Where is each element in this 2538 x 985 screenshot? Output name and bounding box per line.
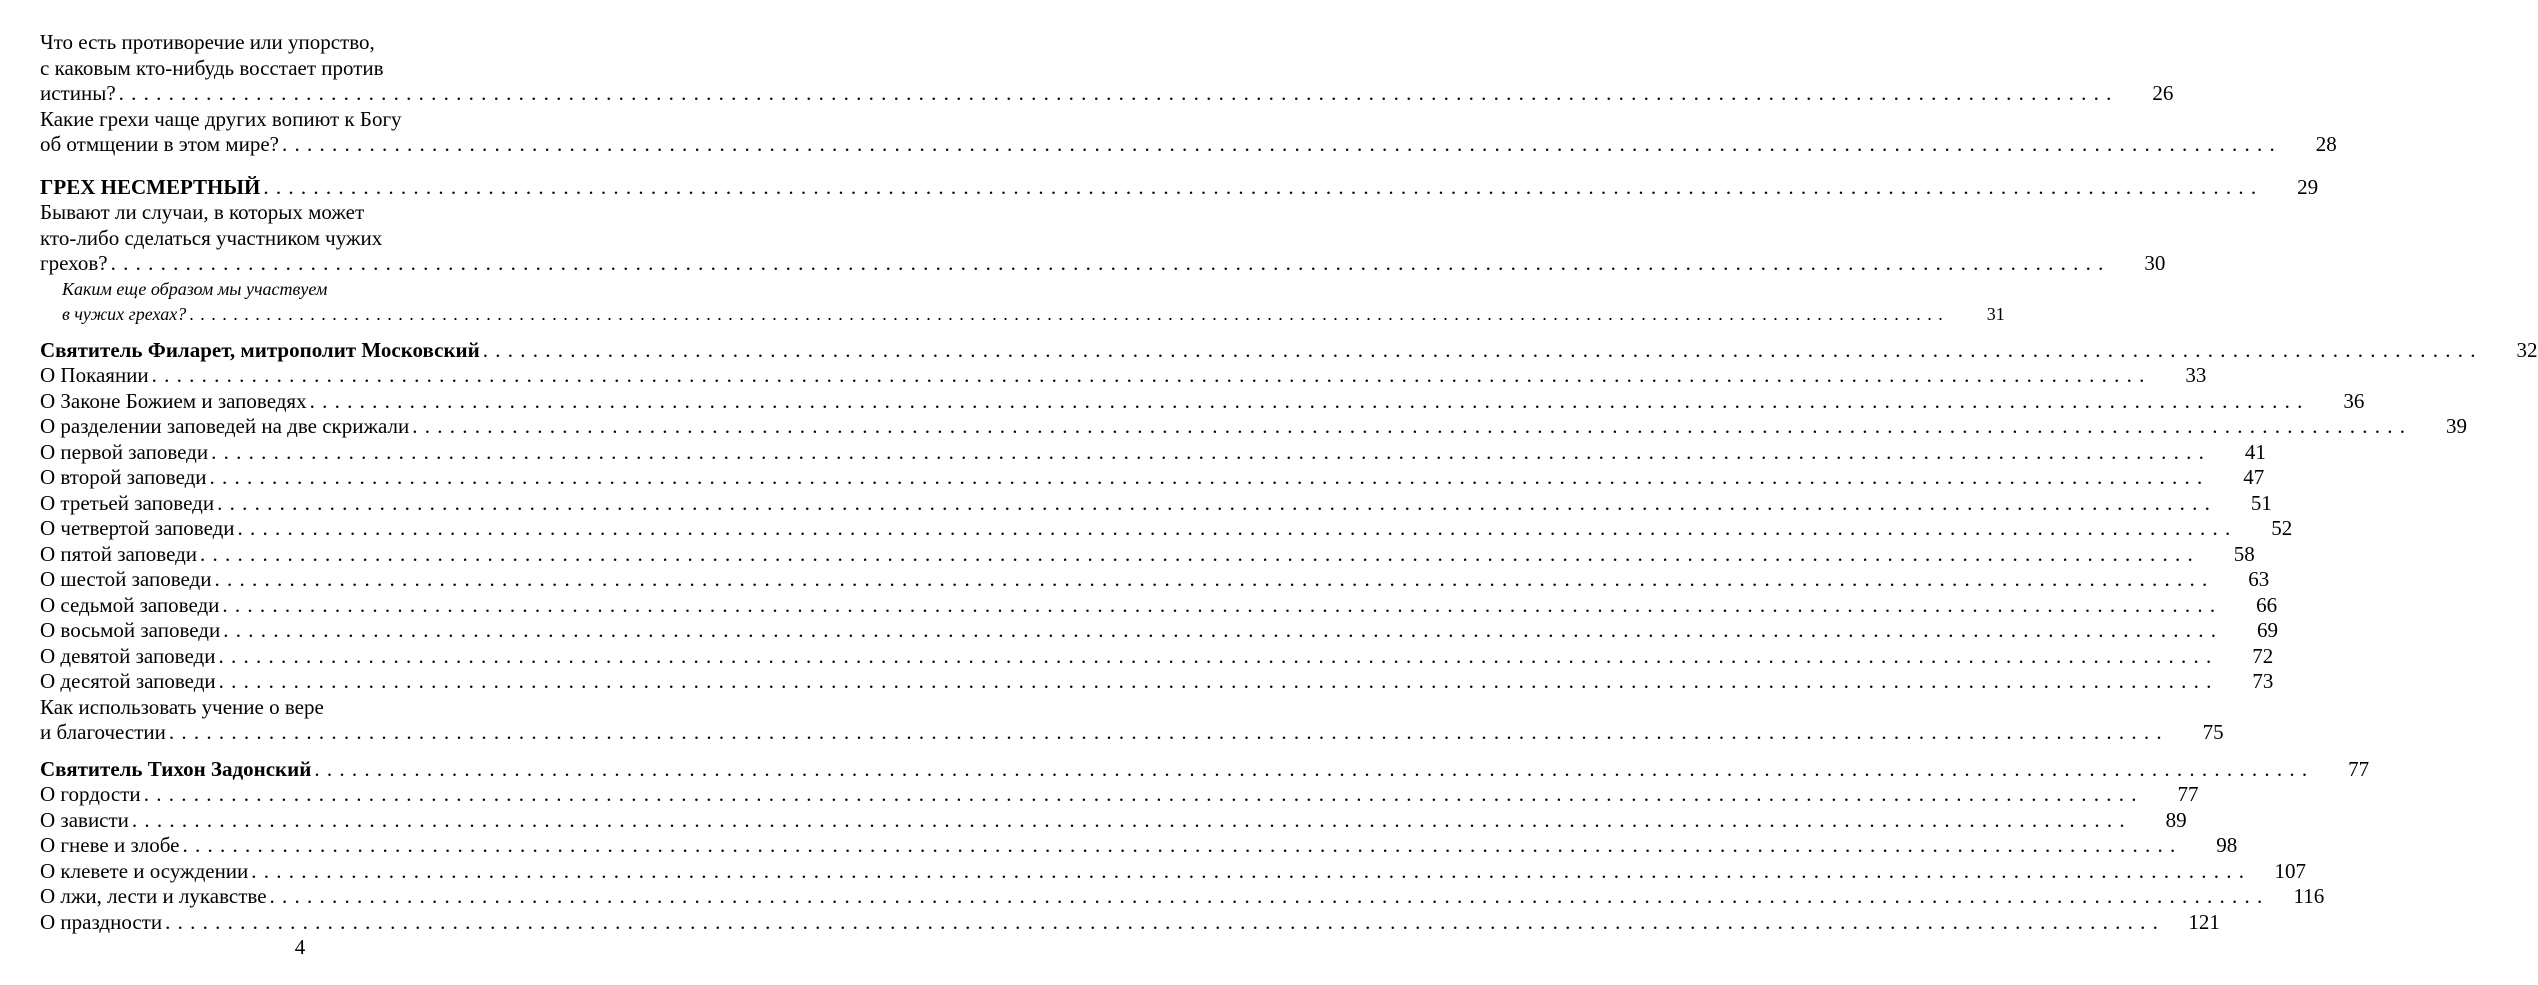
toc-entry [40, 30, 2174, 107]
toc-entry-title-line: Каким еще образом мы участвуем [62, 278, 328, 299]
dot-leader: . . . . . . . . . . . . . . . . . . . . . . . . . . . . . . . . . . . . . . . . . . . . . . . . . . . . . . . . . . . . . . . . . . . . . . . . . . . . . . . . . . . . . . . . . . . . . . . . . . . . . . . . . . . . . . . . . . . . . . . . . . . . . . . . . . . . . . . . . . . . . . . . . . . . . . . . . . . . . . . . [237, 516, 2232, 540]
toc-entry-title-line: О первой заповеди [40, 439, 209, 464]
toc-page-number: 32 [2516, 337, 2538, 362]
toc-entry-title-line: О девятой заповеди [40, 643, 216, 668]
dot-leader: . . . . . . . . . . . . . . . . . . . . . . . . . . . . . . . . . . . . . . . . . . . . . . . . . . . . . . . . . . . . . . . . . . . . . . . . . . . . . . . . . . . . . . . . . . . . . . . . . . . . . . . . . . . . . . . . . . . . . . . . . . . . . . . . . . . . . . . . . . . . . . . . . . . . . . . . . . . . . . . . [211, 439, 2205, 464]
toc-entry [40, 567, 2270, 593]
toc-entry-title-line: кто-либо сделаться участником чужих [40, 225, 383, 250]
toc-page-number: 29 [2297, 174, 2319, 199]
toc-entry-title-line: О седьмой заповеди [40, 592, 220, 617]
dot-leader: . . . . . . . . . . . . . . . . . . . . . . . . . . . . . . . . . . . . . . . . . . . . . . . . . . . . . . . . . . . . . . . . . . . . . . . . . . . . . . . . . . . . . . . . . . . . . . . . . . . . . . . . . . . . . . . . . . . . . . . . . . . . . . . . . . . . . . . . . . . . . . . . . . . . . . . . . . . . . . . . [218, 643, 2213, 668]
toc-entry [40, 833, 2238, 859]
toc-entry-title-line: в чужих грехах? [62, 303, 187, 324]
dot-leader: . . . . . . . . . . . . . . . . . . . . . . . . . . . . . . . . . . . . . . . . . . . . . . . . . . . . . . . . . . . . . . . . . . . . . . . . . . . . . . . . . . . . . . . . . . . . . . . . . . . . . . . . . . . . . . . . . . . . . . . . . . . . . . . . . . . . . . . . . . . . . . . . . . . . . . . . . . . . . . . . [189, 303, 1944, 324]
dot-leader: . . . . . . . . . . . . . . . . . . . . . . . . . . . . . . . . . . . . . . . . . . . . . . . . . . . . . . . . . . . . . . . . . . . . . . . . . . . . . . . . . . . . . . . . . . . . . . . . . . . . . . . . . . . . . . . . . . . . . . . . . . . . . . . . . . . . . . . . . . . . . . . . . . . . . . . . . . . . . . . . [223, 618, 2217, 642]
toc-entry [40, 618, 2278, 644]
toc-entry-title-line: Святитель Филарет, митрополит Московский [40, 337, 480, 362]
toc-page-number: 98 [2216, 833, 2238, 857]
dot-leader: . . . . . . . . . . . . . . . . . . . . . . . . . . . . . . . . . . . . . . . . . . . . . . . . . . . . . . . . . . . . . . . . . . . . . . . . . . . . . . . . . . . . . . . . . . . . . . . . . . . . . . . . . . . . . . . . . . . . . . . . . . . . . . . . . . . . . . . . . . . . . . . . . . . . . . . . . . . . . . . . [151, 363, 2146, 387]
toc-entry [40, 694, 2224, 746]
toc-page-number: 66 [2256, 592, 2278, 617]
toc-entry-title-line: Бывают ли случаи, в которых может [40, 200, 365, 224]
dot-leader: . . . . . . . . . . . . . . . . . . . . . . . . . . . . . . . . . . . . . . . . . . . . . . . . . . . . . . . . . . . . . . . . . . . . . . . . . . . . . . . . . . . . . . . . . . . . . . . . . . . . . . . . . . . . . . . . . . . . . . . . . . . . . . . . . . . . . . . . . . . . . . . . . . . . . . . . . . . . . . . . [214, 567, 2209, 591]
toc-entry [40, 388, 2365, 415]
toc-entry [40, 106, 2337, 158]
toc-page-number: 36 [2343, 388, 2365, 413]
dot-leader: . . . . . . . . . . . . . . . . . . . . . . . . . . . . . . . . . . . . . . . . . . . . . . . . . . . . . . . . . . . . . . . . . . . . . . . . . . . . . . . . . . . . . . . . . . . . . . . . . . . . . . . . . . . . . . . . . . . . . . . . . . . . . . . . . . . . . . . . . . . . . . . . . . . . . . . . . . . . . . . . [209, 465, 2204, 489]
toc-entry-title-line: О четвертой заповеди [40, 516, 235, 540]
toc-entry-title-line: с каковым кто-нибудь восстает против [40, 55, 384, 80]
dot-leader: . . . . . . . . . . . . . . . . . . . . . . . . . . . . . . . . . . . . . . . . . . . . . . . . . . . . . . . . . . . . . . . . . . . . . . . . . . . . . . . . . . . . . . . . . . . . . . . . . . . . . . . . . . . . . . . . . . . . . . . . . . . . . . . . . . . . . . . . . . . . . . . . . . . . . . . . . . . . . . . . [182, 833, 2177, 857]
toc-entry-title-line: О Покаянии [40, 363, 149, 387]
toc-page-number: 47 [2243, 465, 2265, 489]
toc-entry-title-line: О разделении заповедей на две скрижали [40, 414, 410, 438]
toc-page-number: 63 [2248, 567, 2270, 591]
toc-entry-title-line: О гневе и злобе [40, 833, 180, 857]
toc-entry-title-line: О праздности [40, 909, 163, 934]
toc-entry-title-line: О десятой заповеди [40, 669, 216, 693]
dot-leader: . . . . . . . . . . . . . . . . . . . . . . . . . . . . . . . . . . . . . . . . . . . . . . . . . . . . . . . . . . . . . . . . . . . . . . . . . . . . . . . . . . . . . . . . . . . . . . . . . . . . . . . . . . . . . . . . . . . . . . . . . . . . . . . . . . . . . . . . . . . . . . . . . . . . . . . . . . . . . . . . [482, 337, 2477, 362]
toc-entry-title-line: О шестой заповеди [40, 567, 212, 591]
toc-entry-title-line: О зависти [40, 807, 129, 832]
toc-entry-title-line: О восьмой заповеди [40, 618, 221, 642]
toc-entry-title-line: ГРЕХ НЕСМЕРТНЫЙ [40, 174, 261, 199]
dot-leader: . . . . . . . . . . . . . . . . . . . . . . . . . . . . . . . . . . . . . . . . . . . . . . . . . . . . . . . . . . . . . . . . . . . . . . . . . . . . . . . . . . . . . . . . . . . . . . . . . . . . . . . . . . . . . . . . . . . . . . . . . . . . . . . . . . . . . . . . . . . . . . . . . . . . . . . . . . . . . . . . [269, 884, 2264, 908]
toc-entry-title-line: Что есть противоречие или упорство, [40, 30, 375, 54]
dot-leader: . . . . . . . . . . . . . . . . . . . . . . . . . . . . . . . . . . . . . . . . . . . . . . . . . . . . . . . . . . . . . . . . . . . . . . . . . . . . . . . . . . . . . . . . . . . . . . . . . . . . . . . . . . . . . . . . . . . . . . . . . . . . . . . . . . . . . . . . . . . . . . . . . . . . . . . . . . . . . . . . [131, 807, 2126, 832]
toc-entry [40, 669, 2274, 695]
toc-page-number: 51 [2250, 490, 2272, 515]
dot-leader: . . . . . . . . . . . . . . . . . . . . . . . . . . . . . . . . . . . . . . . . . . . . . . . . . . . . . . . . . . . . . . . . . . . . . . . . . . . . . . . . . . . . . . . . . . . . . . . . . . . . . . . . . . . . . . . . . . . . . . . . . . . . . . . . . . . . . . . . . . . . . . . . . . . . . . . . . . . . . . . . [309, 388, 2304, 413]
toc-entry [40, 782, 2199, 808]
toc-entry-title-line: О третьей заповеди [40, 490, 215, 515]
toc-section-heading [40, 337, 2538, 364]
toc-entry-title-line: грехов? [40, 251, 108, 275]
dot-leader: . . . . . . . . . . . . . . . . . . . . . . . . . . . . . . . . . . . . . . . . . . . . . . . . . . . . . . . . . . . . . . . . . . . . . . . . . . . . . . . . . . . . . . . . . . . . . . . . . . . . . . . . . . . . . . . . . . . . . . . . . . . . . . . . . . . . . . . . . . . . . . . . . . . . . . . . . . . . . . . . [222, 592, 2217, 617]
toc-page-number: 30 [2144, 251, 2166, 275]
toc-entry-title-line: истины? [40, 81, 116, 105]
toc-entry-title-line: О клевете и осуждении [40, 858, 249, 883]
toc-page-number: 116 [2293, 884, 2325, 908]
toc-page-number: 77 [2177, 782, 2199, 806]
toc-page-number: 121 [2188, 909, 2220, 934]
toc-page-number: 69 [2256, 618, 2278, 642]
dot-leader: . . . . . . . . . . . . . . . . . . . . . . . . . . . . . . . . . . . . . . . . . . . . . . . . . . . . . . . . . . . . . . . . . . . . . . . . . . . . . . . . . . . . . . . . . . . . . . . . . . . . . . . . . . . . . . . . . . . . . . . . . . . . . . . . . . . . . . . . . . . . . . . . . . . . . . . . . . . . . . . . [281, 132, 2276, 156]
toc-page-number: 89 [2165, 807, 2187, 832]
toc-entry [40, 414, 2467, 440]
toc-section-heading [40, 174, 2319, 201]
dot-leader: . . . . . . . . . . . . . . . . . . . . . . . . . . . . . . . . . . . . . . . . . . . . . . . . . . . . . . . . . . . . . . . . . . . . . . . . . . . . . . . . . . . . . . . . . . . . . . . . . . . . . . . . . . . . . . . . . . . . . . . . . . . . . . . . . . . . . . . . . . . . . . . . . . . . . . . . . . . . . . . . [263, 174, 2258, 199]
toc-entry [40, 439, 2266, 466]
toc-entry-title-line: О лжи, лести и лукавстве [40, 884, 267, 908]
toc-page-number: 72 [2252, 643, 2274, 668]
toc-entry-title-line: Какие грехи чаще других вопиют к Богу [40, 106, 402, 131]
toc-page-number: 52 [2271, 516, 2293, 540]
toc-page-number: 73 [2252, 669, 2274, 693]
toc-entry-title-line: об отмщении в этом мире? [40, 132, 279, 156]
toc-entry-title-line: и благочестии [40, 720, 166, 744]
toc-entry [40, 465, 2265, 491]
toc-page-number: 41 [2244, 439, 2266, 464]
toc-page-number: 39 [2445, 414, 2467, 438]
dot-leader: . . . . . . . . . . . . . . . . . . . . . . . . . . . . . . . . . . . . . . . . . . . . . . . . . . . . . . . . . . . . . . . . . . . . . . . . . . . . . . . . . . . . . . . . . . . . . . . . . . . . . . . . . . . . . . . . . . . . . . . . . . . . . . . . . . . . . . . . . . . . . . . . . . . . . . . . . . . . . . . . [200, 541, 2194, 566]
dot-leader: . . . . . . . . . . . . . . . . . . . . . . . . . . . . . . . . . . . . . . . . . . . . . . . . . . . . . . . . . . . . . . . . . . . . . . . . . . . . . . . . . . . . . . . . . . . . . . . . . . . . . . . . . . . . . . . . . . . . . . . . . . . . . . . . . . . . . . . . . . . . . . . . . . . . . . . . . . . . . . . . [110, 251, 2105, 275]
dot-leader: . . . . . . . . . . . . . . . . . . . . . . . . . . . . . . . . . . . . . . . . . . . . . . . . . . . . . . . . . . . . . . . . . . . . . . . . . . . . . . . . . . . . . . . . . . . . . . . . . . . . . . . . . . . . . . . . . . . . . . . . . . . . . . . . . . . . . . . . . . . . . . . . . . . . . . . . . . . . . . . . [165, 909, 2159, 934]
toc-entry [40, 592, 2278, 619]
table-of-contents [40, 30, 2538, 935]
toc-entry [40, 807, 2187, 834]
dot-leader: . . . . . . . . . . . . . . . . . . . . . . . . . . . . . . . . . . . . . . . . . . . . . . . . . . . . . . . . . . . . . . . . . . . . . . . . . . . . . . . . . . . . . . . . . . . . . . . . . . . . . . . . . . . . . . . . . . . . . . . . . . . . . . . . . . . . . . . . . . . . . . . . . . . . . . . . . . . . . . . . [251, 858, 2246, 883]
toc-page-number: 26 [2152, 81, 2174, 105]
toc-page-number: 75 [2202, 720, 2224, 744]
toc-entry [40, 541, 2255, 568]
toc-entry-title-line: Святитель Тихон Задонский [40, 756, 312, 781]
toc-entry [40, 516, 2293, 542]
toc-entry [40, 363, 2207, 389]
toc-entry-title-line: О второй заповеди [40, 465, 207, 489]
toc-page-number: 58 [2233, 541, 2255, 566]
toc-entry-title-line: О Законе Божием и заповедях [40, 388, 307, 413]
toc-page-number: 33 [2185, 363, 2207, 387]
toc-page-number: 107 [2274, 858, 2307, 883]
toc-entry [40, 643, 2274, 670]
toc-entry [40, 909, 2220, 936]
toc-entry-title-line: Как использовать учение о вере [40, 694, 324, 719]
toc-page-number: 28 [2315, 132, 2337, 156]
toc-page-number: 77 [2348, 756, 2370, 781]
dot-leader: . . . . . . . . . . . . . . . . . . . . . . . . . . . . . . . . . . . . . . . . . . . . . . . . . . . . . . . . . . . . . . . . . . . . . . . . . . . . . . . . . . . . . . . . . . . . . . . . . . . . . . . . . . . . . . . . . . . . . . . . . . . . . . . . . . . . . . . . . . . . . . . . . . . . . . . . . . . . . . . . [218, 669, 2213, 693]
toc-entry-title-line: О гордости [40, 782, 141, 806]
dot-leader: . . . . . . . . . . . . . . . . . . . . . . . . . . . . . . . . . . . . . . . . . . . . . . . . . . . . . . . . . . . . . . . . . . . . . . . . . . . . . . . . . . . . . . . . . . . . . . . . . . . . . . . . . . . . . . . . . . . . . . . . . . . . . . . . . . . . . . . . . . . . . . . . . . . . . . . . . . . . . . . . [217, 490, 2211, 515]
dot-leader: . . . . . . . . . . . . . . . . . . . . . . . . . . . . . . . . . . . . . . . . . . . . . . . . . . . . . . . . . . . . . . . . . . . . . . . . . . . . . . . . . . . . . . . . . . . . . . . . . . . . . . . . . . . . . . . . . . . . . . . . . . . . . . . . . . . . . . . . . . . . . . . . . . . . . . . . . . . . . . . . [143, 782, 2138, 806]
page-number: 4 [294, 935, 306, 959]
toc-page-number: 31 [1986, 303, 2005, 324]
dot-leader: . . . . . . . . . . . . . . . . . . . . . . . . . . . . . . . . . . . . . . . . . . . . . . . . . . . . . . . . . . . . . . . . . . . . . . . . . . . . . . . . . . . . . . . . . . . . . . . . . . . . . . . . . . . . . . . . . . . . . . . . . . . . . . . . . . . . . . . . . . . . . . . . . . . . . . . . . . . . . . . . [412, 414, 2406, 438]
toc-entry [40, 884, 2325, 910]
toc-entry [40, 200, 2166, 277]
toc-section-heading [40, 756, 2370, 783]
toc-subentry [40, 277, 2005, 327]
dot-leader: . . . . . . . . . . . . . . . . . . . . . . . . . . . . . . . . . . . . . . . . . . . . . . . . . . . . . . . . . . . . . . . . . . . . . . . . . . . . . . . . . . . . . . . . . . . . . . . . . . . . . . . . . . . . . . . . . . . . . . . . . . . . . . . . . . . . . . . . . . . . . . . . . . . . . . . . . . . . . . . . [168, 720, 2163, 744]
toc-entry [40, 858, 2307, 885]
dot-leader: . . . . . . . . . . . . . . . . . . . . . . . . . . . . . . . . . . . . . . . . . . . . . . . . . . . . . . . . . . . . . . . . . . . . . . . . . . . . . . . . . . . . . . . . . . . . . . . . . . . . . . . . . . . . . . . . . . . . . . . . . . . . . . . . . . . . . . . . . . . . . . . . . . . . . . . . . . . . . . . . [118, 81, 2113, 105]
toc-entry-title-line: О пятой заповеди [40, 541, 198, 566]
dot-leader: . . . . . . . . . . . . . . . . . . . . . . . . . . . . . . . . . . . . . . . . . . . . . . . . . . . . . . . . . . . . . . . . . . . . . . . . . . . . . . . . . . . . . . . . . . . . . . . . . . . . . . . . . . . . . . . . . . . . . . . . . . . . . . . . . . . . . . . . . . . . . . . . . . . . . . . . . . . . . . . . [314, 756, 2309, 781]
toc-entry [40, 490, 2272, 517]
